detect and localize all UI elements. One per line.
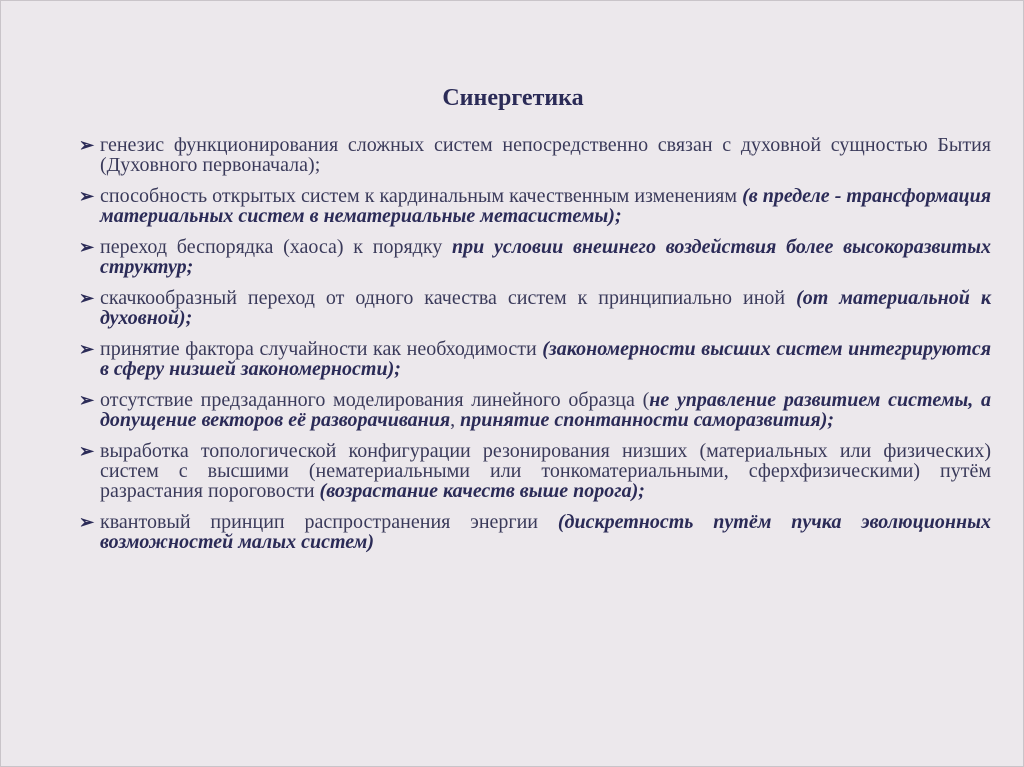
item-text: переход беспорядка (хаоса) к порядку: [100, 236, 453, 258]
slide-title: Синергетика: [442, 85, 584, 111]
arrow-bullet-icon: ➢: [79, 512, 95, 532]
list-item: [79, 135, 991, 175]
item-emphasis: (от материальной к духовной);: [100, 287, 992, 329]
item-text: отсутствие предзаданного моделирования линейного образца (: [100, 389, 650, 411]
arrow-bullet-icon: ➢: [79, 186, 95, 206]
item-text: выработка топологической конфигурации резонирования низших (материальных или физических) систем с высшими (нематериальными или тонкоматериальными, сферхфизическими) путём разрастания пороговости: [100, 440, 991, 502]
item-emphasis: (возрастание качеств выше порога);: [319, 480, 645, 502]
item-emphasis: при условии внешнего воздействия более высокоразвитых структур;: [100, 236, 991, 278]
bullet-list: [79, 135, 991, 563]
arrow-bullet-icon: ➢: [79, 135, 95, 155]
list-item: [79, 186, 991, 226]
item-text: принятие фактора случайности как необходимости: [100, 338, 543, 360]
item-emphasis: (закономерности высших систем интегрируются в сферу низшей закономерности);: [100, 338, 991, 380]
arrow-bullet-icon: ➢: [79, 237, 95, 257]
list-item: [79, 441, 991, 501]
item-emphasis-2: принятие спонтанности саморазвития);: [460, 409, 835, 431]
list-item: [79, 339, 991, 379]
item-emphasis: (в пределе - трансформация материальных систем в нематериальные метасистемы);: [100, 185, 991, 227]
arrow-bullet-icon: ➢: [79, 339, 95, 359]
list-item: [79, 390, 991, 430]
arrow-bullet-icon: ➢: [79, 288, 95, 308]
item-text: квантовый принцип распространения энергии: [100, 511, 558, 533]
list-item: [79, 237, 991, 277]
item-text: скачкообразный переход от одного качества систем к принципиально иной: [100, 287, 797, 309]
arrow-bullet-icon: ➢: [79, 390, 95, 410]
list-item: [79, 288, 991, 328]
item-emphasis: не управление развитием системы, а допущение векторов её разворачивания: [100, 389, 991, 431]
list-item: [79, 512, 991, 552]
item-text: способность открытых систем к кардинальным качественным изменениям: [100, 185, 743, 207]
item-emphasis: (дискретность путём пучка эволюционных возможностей малых систем): [100, 511, 991, 553]
arrow-bullet-icon: ➢: [79, 441, 95, 461]
item-tail: ,: [450, 409, 461, 431]
item-text: генезис функционирования сложных систем непосредственно связан с духовной сущностью Бытия (Духовного первоначала);: [100, 134, 991, 176]
